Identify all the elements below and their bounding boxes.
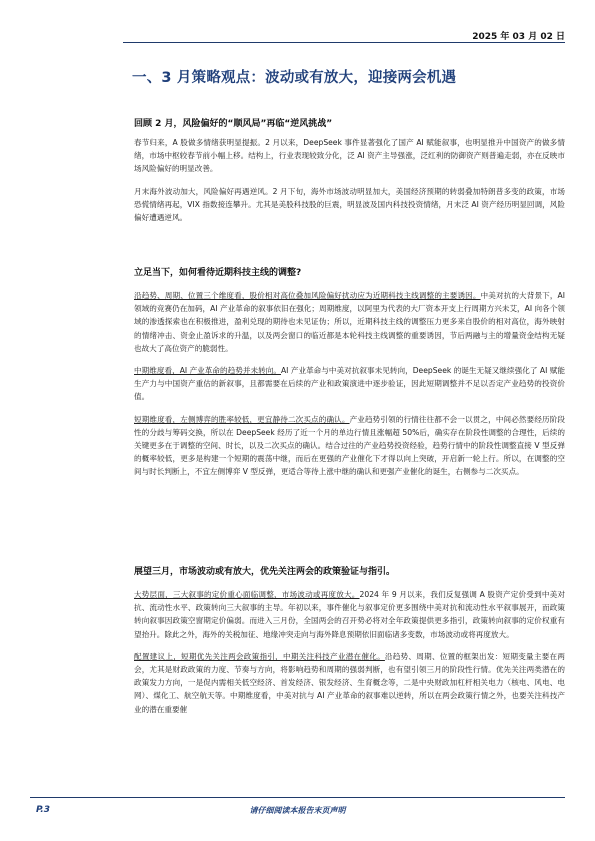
outlook-paragraph-2 <box>134 650 565 716</box>
current-paragraph-2-lead: 中期维度看，AI 产业革命的趋势并未转向。 <box>134 366 281 376</box>
outlook-paragraph-2-lead: 配置建议上，短期优先关注两会政策指引，中期关注科技产业潜在催化。 <box>134 651 385 661</box>
footer-disclaimer: 请仔细阅读本报告末页声明 <box>249 806 346 815</box>
current-paragraph-1-body: 中美对抗的大背景下，AI 领域的竞赛仍在加码，AI 产业革命的叙事依旧在强化；周期维度，以阿里为代表的大厂资本开支上行周期方兴未艾，AI 向各个领域的渗透探索也在积极推进，盈利兑现的期待也未见证伪；所以，近期科技主线的调整压力更多来自股价的相对高位，海外映射的情绪冲击、资金止盈诉求的升温，以及两会窗口的临近都是本轮科技主线调整的重要诱因，节后两融与主的增量资金结构无疑也故大了高位资产的脆弱性。 <box>134 291 565 353</box>
outlook-paragraph-2-body: 沿趋势、周期、位置的框架出发：短期变量主要在两会，尤其是财政政策的力度、节奏与方向，将影响趋势和周期的强弱判断，也有望引领三月的阶段性行情。优先关注两类潜在的政策发力方向，一是促内需相关低空经济、首发经济、银发经济、生育概念等，二是中央财政加杠杆相关电力（核电、风电、电网）、煤化工、航空航天等。中期维度看，中美对抗与 AI 产业革命的叙事难以逆转，所以在两会政策行情之外，也要关注科技产业的潜在重要催 <box>134 651 565 714</box>
current-paragraph-3 <box>134 413 565 479</box>
outlook-paragraph-1 <box>134 588 565 641</box>
review-paragraph-2: 月末海外波动加大，风险偏好再遇逆风。2 月下旬，海外市场波动明显加大，美国经济预期的转弱叠加特朗普多变的政策，市场恐慌情绪再起，VIX 指数接连攀升。尤其是美股科技股的巨震，明显波及国内科技投资情绪，月末泛 AI 资产经历明显回调，风险偏好遭遇逆风。 <box>134 186 565 223</box>
section-review <box>134 116 565 224</box>
review-paragraph-1: 春节归来，A 股做多情绪获明显提振。2 月以来，DeepSeek 事件显著强化了国产 AI 赋能叙事，也明显推升中国资产的做多情绪，市场中枢较春节前小幅上移。结构上，行业表现较致分化，泛 AI 资产主导强涨，泛红利的防御资产则普遍走弱，亦在反映市场风险偏好的明显改善。 <box>134 138 565 174</box>
current-heading: 立足当下，如何看待近期科技主线的调整? <box>134 268 302 278</box>
section-current <box>134 265 565 479</box>
page-number: P.3 <box>36 805 50 815</box>
current-paragraph-2 <box>134 364 565 404</box>
outlook-heading: 展望三月，市场波动或有放大，优先关注两会的政策验证与指引。 <box>134 567 396 577</box>
current-paragraph-1 <box>134 289 565 355</box>
header-divider <box>123 42 565 43</box>
review-heading: 回顾 2 月，风险偏好的“顺风局”再临“逆风挑战” <box>134 119 333 129</box>
outlook-paragraph-1-body: 2024 年 9 月以来，我们反复强调 A 股资产定价受到中美对抗、流动性水平、政策转向三大叙事的主导。年初以来，事件催化与叙事定价更多围绕中美对抗和流动性水平叙事展开，而政策转向叙事因政策空窗期定价偏弱。而进入三月份，全国两会的召开势必将对全年政策提供更多指引，政策转向叙事的定价权重有望抬升。除此之外，海外的关税加征、地缘冲突走向与海外降息预期依旧面临诸多变数，市场波动或将再度放大。 <box>134 590 565 639</box>
section-outlook <box>134 564 565 716</box>
section-title: 一、3 月策略观点：波动或有放大，迎接两会机遇 <box>132 70 457 86</box>
current-paragraph-3-body: 产业趋势引领的行情往往都不会一以贯之，中间必然要经历阶段性的分歧与筹码交换，所以在 DeepSeek 经历了近一个月的单边行情且涨幅超 50%后，确实存在阶段性调整的合理性，后续的关键更多在于调整的空间、时长，以及二次买点的确认。结合过往的产业趋势投资经验，趋势行情中的阶段性调整直接 V 型反弹的概率较低，更多是构建一个短期的震荡中继，而后在更强的产业催化下才得以向上突破，开启新一轮上行。所以，在调整的空间与时长判断上，不宜左侧博弈 V 型反弹，更适合等待上涨中继的确认和更强产业催化的诞生，右侧参与二次买点。 <box>134 414 566 477</box>
footer-divider <box>30 797 565 798</box>
current-paragraph-3-lead: 短期维度看，左侧博弈的胜率较低，更宜静待二次买点的确认。 <box>134 414 350 424</box>
outlook-paragraph-1-lead: 大势层面，三大叙事的定价重心面临调整，市场波动或再度放大。 <box>134 590 360 599</box>
report-date: 2025 年 03 月 02 日 <box>472 32 565 42</box>
current-paragraph-2-body: AI 产业革命与中美对抗叙事未见转向，DeepSeek 的诞生无疑又继续强化了 AI 赋能生产力与中国资产重估的新叙事，且都需要在后续的产业和政策演进中逐步验证，因此短期调整并不足以否定产业趋势的投资价值。 <box>134 366 565 402</box>
current-paragraph-1-lead: 沿趋势、周期、位置三个维度看，股价相对高位叠加风险偏好扰动应为近期科技主线调整的主要诱因。 <box>134 291 481 300</box>
